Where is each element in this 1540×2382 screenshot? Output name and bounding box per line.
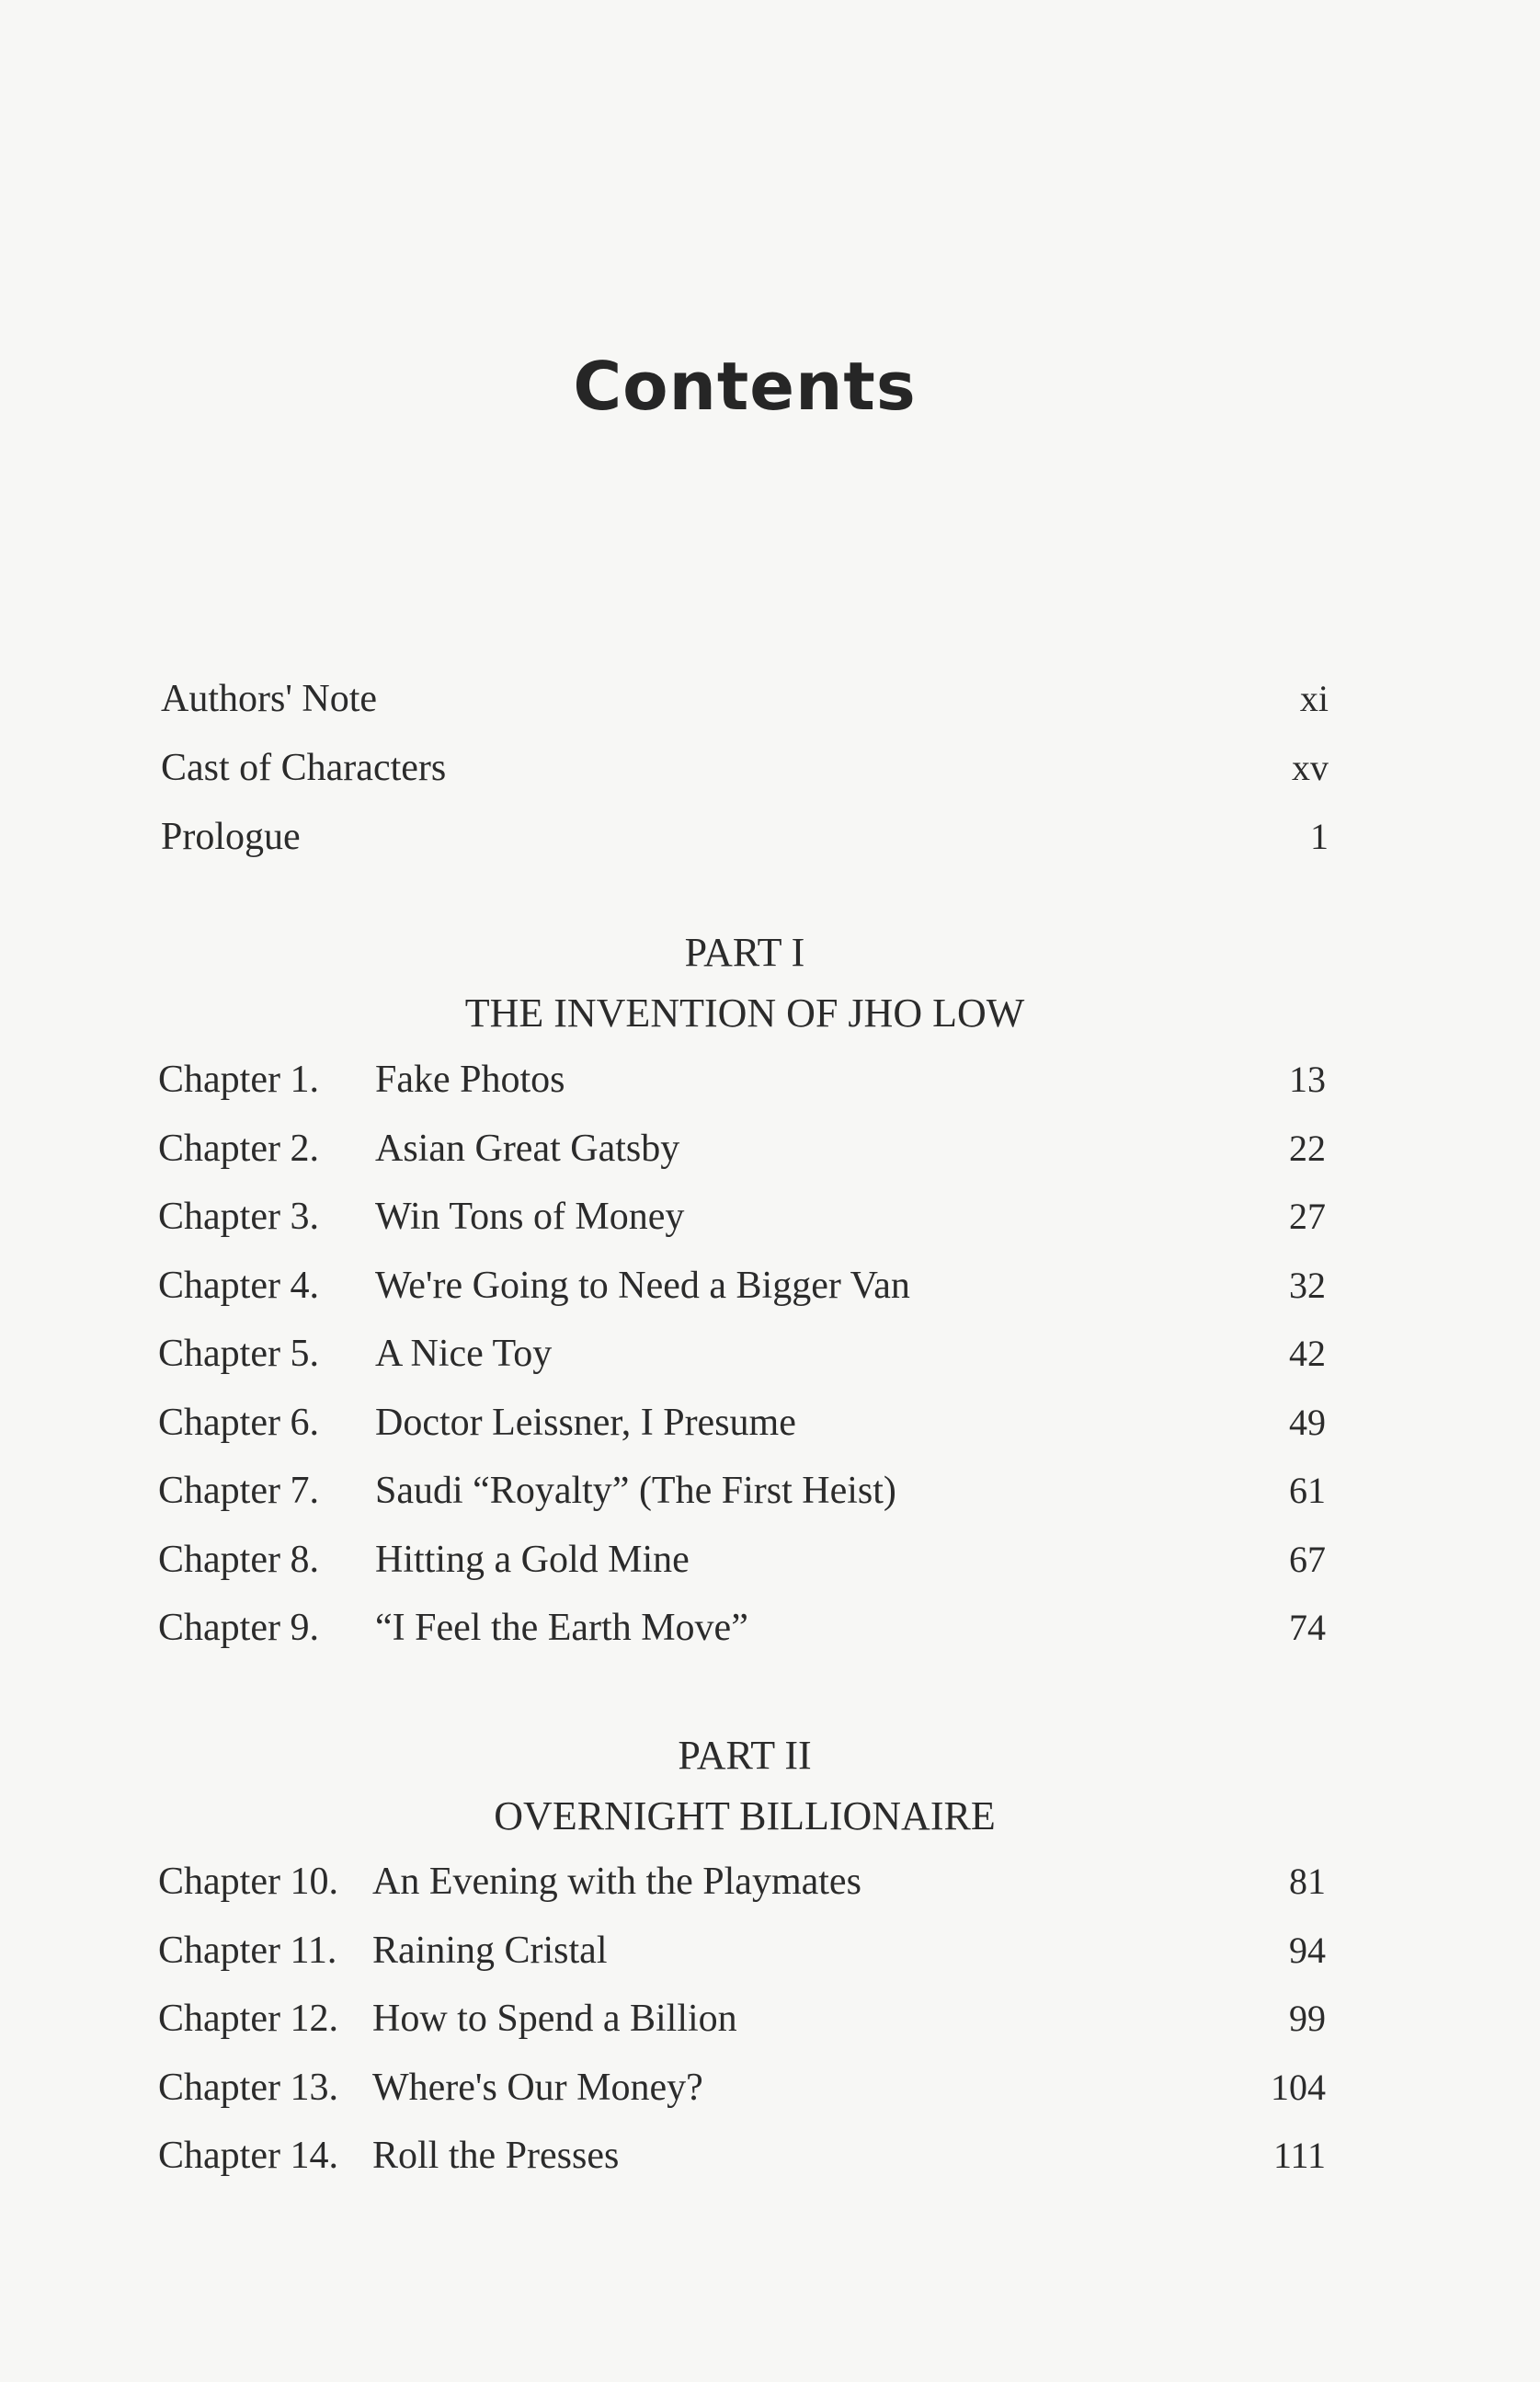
chapter-title: Hitting a Gold Mine (375, 1538, 690, 1581)
chapter-page-number: 61 (1289, 1470, 1326, 1511)
chapter-title: Roll the Presses (372, 2135, 620, 2177)
chapter-title: Saudi “Royalty” (The First Heist) (375, 1470, 896, 1512)
chapter-title: Win Tons of Money (375, 1196, 685, 1238)
chapter-number: Chapter 7. (158, 1470, 319, 1512)
chapter-page-number: 67 (1289, 1538, 1326, 1580)
entry-label: Prologue (161, 816, 301, 858)
chapter-number: Chapter 8. (158, 1538, 319, 1581)
chapter-entry[interactable] (158, 1997, 1326, 2066)
chapter-number: Chapter 14. (158, 2135, 338, 2177)
chapter-number: Chapter 5. (158, 1333, 319, 1375)
chapter-entry[interactable] (158, 2066, 1326, 2135)
entry-label: Cast of Characters (161, 747, 447, 789)
chapter-number: Chapter 3. (158, 1196, 319, 1238)
chapter-entry[interactable] (158, 1195, 1326, 1264)
chapter-page-number: 49 (1289, 1401, 1326, 1443)
chapter-page-number: 42 (1289, 1333, 1326, 1374)
chapter-page-number: 27 (1289, 1196, 1326, 1237)
chapter-page-number: 13 (1289, 1059, 1326, 1100)
chapter-page-number: 32 (1289, 1264, 1326, 1306)
chapter-title: “I Feel the Earth Move” (375, 1607, 748, 1649)
chapter-number: Chapter 4. (158, 1264, 319, 1307)
chapter-title: Where's Our Money? (372, 2066, 703, 2109)
chapter-list (158, 1860, 1326, 2203)
front-matter-item[interactable] (161, 746, 1329, 815)
front-matter-item[interactable] (161, 815, 1329, 884)
chapter-number: Chapter 10. (158, 1861, 338, 1903)
chapter-entry[interactable] (158, 1058, 1326, 1127)
chapter-number: Chapter 11. (158, 1929, 337, 1972)
part-header (0, 922, 1489, 1044)
chapter-entry[interactable] (158, 1469, 1326, 1538)
chapter-page-number: 94 (1289, 1929, 1326, 1971)
entry-page-number: 1 (1310, 816, 1329, 857)
front-matter-item[interactable] (161, 677, 1329, 746)
part-subtitle: OVERNIGHT BILLIONAIRE (494, 1793, 996, 1838)
chapter-number: Chapter 13. (158, 2066, 338, 2109)
chapter-page-number: 22 (1289, 1127, 1326, 1169)
entry-page-number: xi (1299, 678, 1329, 719)
chapter-entry[interactable] (158, 1929, 1326, 1998)
chapter-number: Chapter 9. (158, 1607, 319, 1649)
chapter-entry[interactable] (158, 1332, 1326, 1401)
chapter-page-number: 81 (1289, 1861, 1326, 1902)
page-title: Contents (573, 348, 917, 425)
chapter-entry[interactable] (158, 1401, 1326, 1470)
chapter-page-number: 104 (1271, 2066, 1326, 2108)
chapter-page-number: 99 (1289, 1998, 1326, 2039)
chapter-page-number: 74 (1289, 1607, 1326, 1648)
part-subtitle: THE INVENTION OF JHO LOW (464, 991, 1025, 1036)
chapter-title: A Nice Toy (375, 1333, 553, 1375)
part-header (0, 1725, 1489, 1847)
part-heading: PART I (684, 930, 805, 975)
chapter-entry[interactable] (158, 1606, 1326, 1675)
front-matter-list (161, 677, 1329, 884)
chapter-entry[interactable] (158, 2134, 1326, 2203)
chapter-entry[interactable] (158, 1860, 1326, 1929)
part-heading: PART II (678, 1733, 812, 1778)
chapter-number: Chapter 1. (158, 1059, 319, 1101)
chapter-title: Raining Cristal (372, 1929, 608, 1972)
chapter-title: An Evening with the Playmates (372, 1861, 861, 1903)
chapter-page-number: 111 (1272, 2135, 1326, 2176)
chapter-title: We're Going to Need a Bigger Van (375, 1264, 910, 1307)
chapter-number: Chapter 12. (158, 1998, 338, 2040)
chapter-entry[interactable] (158, 1538, 1326, 1607)
chapter-title: How to Spend a Billion (372, 1998, 737, 2040)
chapter-number: Chapter 2. (158, 1127, 319, 1170)
chapter-title: Fake Photos (375, 1059, 565, 1101)
entry-page-number: xv (1292, 747, 1329, 788)
entry-label: Authors' Note (161, 678, 378, 720)
chapter-title: Asian Great Gatsby (375, 1127, 680, 1170)
chapter-list (158, 1058, 1326, 1675)
chapter-entry[interactable] (158, 1264, 1326, 1333)
chapter-title: Doctor Leissner, I Presume (375, 1401, 796, 1444)
chapter-number: Chapter 6. (158, 1401, 319, 1444)
chapter-entry[interactable] (158, 1127, 1326, 1196)
